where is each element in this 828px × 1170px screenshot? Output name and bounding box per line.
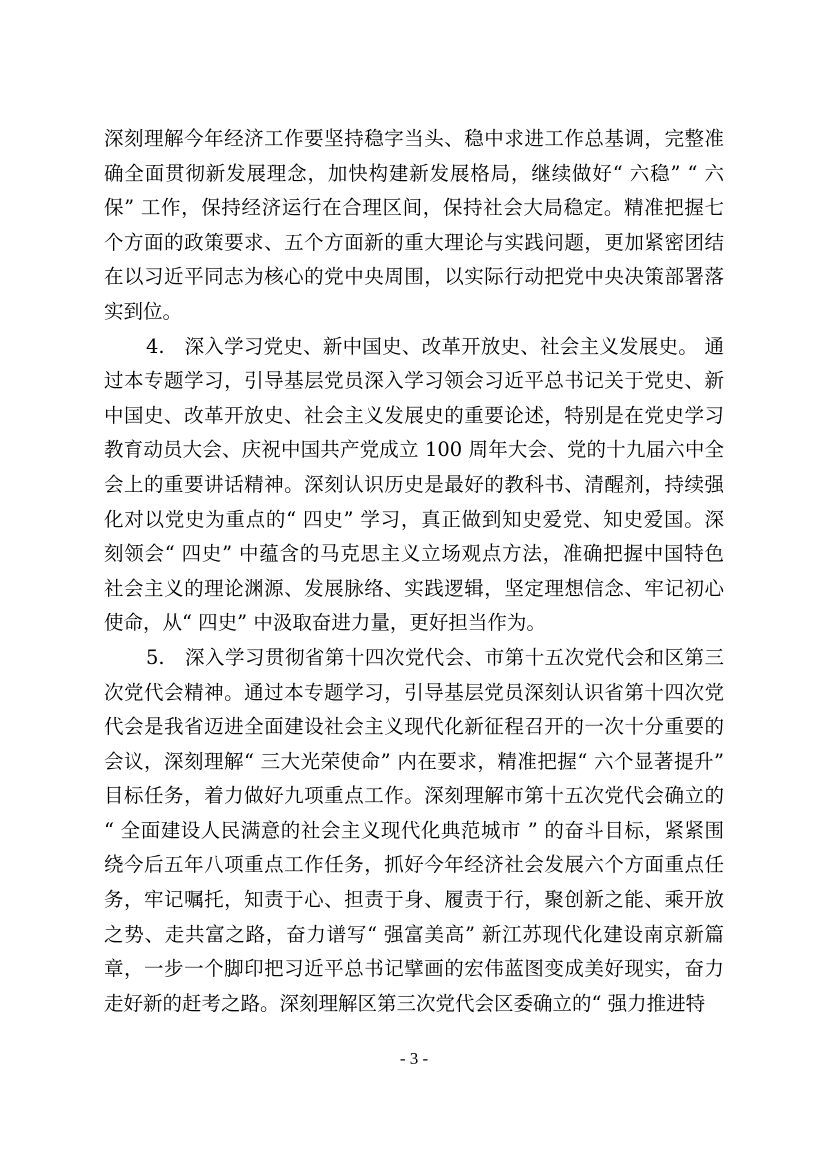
- text-line: 在以习近平同志为核心的党中央周围，以实际行动把党中央决策部署落: [104, 265, 724, 289]
- text-line: 走好新的赶考之路。深刻理解区第三次党代会区委确立的“ 强力推进特: [104, 991, 706, 1015]
- body-text: [104, 122, 724, 1021]
- text-line: 目标任务，着力做好九项重点工作。深刻理解市第十五次党代会确立的: [104, 784, 724, 808]
- text-line: 务，牢记嘱托，知责于心、担责于身、履责于行，聚创新之能、乘开放: [104, 888, 724, 912]
- text-line: 次党代会精神。通过本专题学习，引导基层党员深刻认识省第十四次党: [104, 680, 724, 704]
- text-line: 中国史、改革开放史、社会主义发展史的重要论述，特别是在党史学习: [104, 403, 724, 427]
- text-line: 之势、走共富之路，奋力谱写“ 强富美高” 新江苏现代化建设南京新篇: [104, 922, 724, 946]
- text-line: 化对以党史为重点的“ 四史” 学习，真正做到知史爱党、知史爱国。深: [104, 507, 724, 531]
- text-line: 个方面的政策要求、五个方面新的重大理论与实践问题，更加紧密团结: [104, 230, 724, 254]
- text-line: 确全面贯彻新发展理念，加快构建新发展格局，继续做好“ 六稳” “ 六: [104, 161, 724, 185]
- page-number: - 3 -: [399, 1049, 429, 1068]
- text-line: 使命，从“ 四史” 中汲取奋进力量，更好担当作为。: [104, 611, 546, 635]
- text-line: “ 全面建设人民满意的社会主义现代化典范城市 ” 的奋斗目标，紧紧围: [104, 818, 724, 842]
- text-line: 5. 深入学习贯彻省第十四次党代会、市第十五次党代会和区第三: [146, 645, 724, 669]
- text-line: 4. 深入学习党史、新中国史、改革开放史、社会主义发展史。 通: [146, 334, 724, 358]
- text-line: 深刻理解今年经济工作要坚持稳字当头、稳中求进工作总基调，完整准: [104, 127, 724, 150]
- paragraph: [104, 122, 724, 330]
- text-line: 实到位。: [104, 299, 183, 323]
- text-line: 会上的重要讲话精神。深刻认识历史是最好的教科书、清醒剂，持续强: [104, 472, 724, 496]
- paragraph: [104, 330, 724, 641]
- text-line: 刻领会“ 四史” 中蕴含的马克思主义立场观点方法，准确把握中国特色: [104, 542, 724, 566]
- text-line: 保” 工作，保持经济运行在合理区间，保持社会大局稳定。精准把握七: [104, 196, 724, 220]
- text-line: 代会是我省迈进全面建设社会主义现代化新征程召开的一次十分重要的: [104, 715, 724, 739]
- text-line: 教育动员大会、庆祝中国共产党成立 100 周年大会、党的十九届六中全: [104, 438, 724, 462]
- text-line: 会议，深刻理解“ 三大光荣使命” 内在要求，精准把握“ 六个显著提升”: [104, 749, 724, 773]
- text-line: 章，一步一个脚印把习近平总书记擘画的宏伟蓝图变成美好现实，奋力: [104, 957, 724, 981]
- text-line: 社会主义的理论渊源、发展脉络、实践逻辑，坚定理想信念、牢记初心: [104, 576, 724, 600]
- text-line: 绕今后五年八项重点工作任务，抓好今年经济社会发展六个方面重点任: [104, 853, 724, 877]
- paragraph: [104, 641, 724, 1022]
- text-line: 过本专题学习，引导基层党员深入学习领会习近平总书记关于党史、新: [104, 369, 724, 393]
